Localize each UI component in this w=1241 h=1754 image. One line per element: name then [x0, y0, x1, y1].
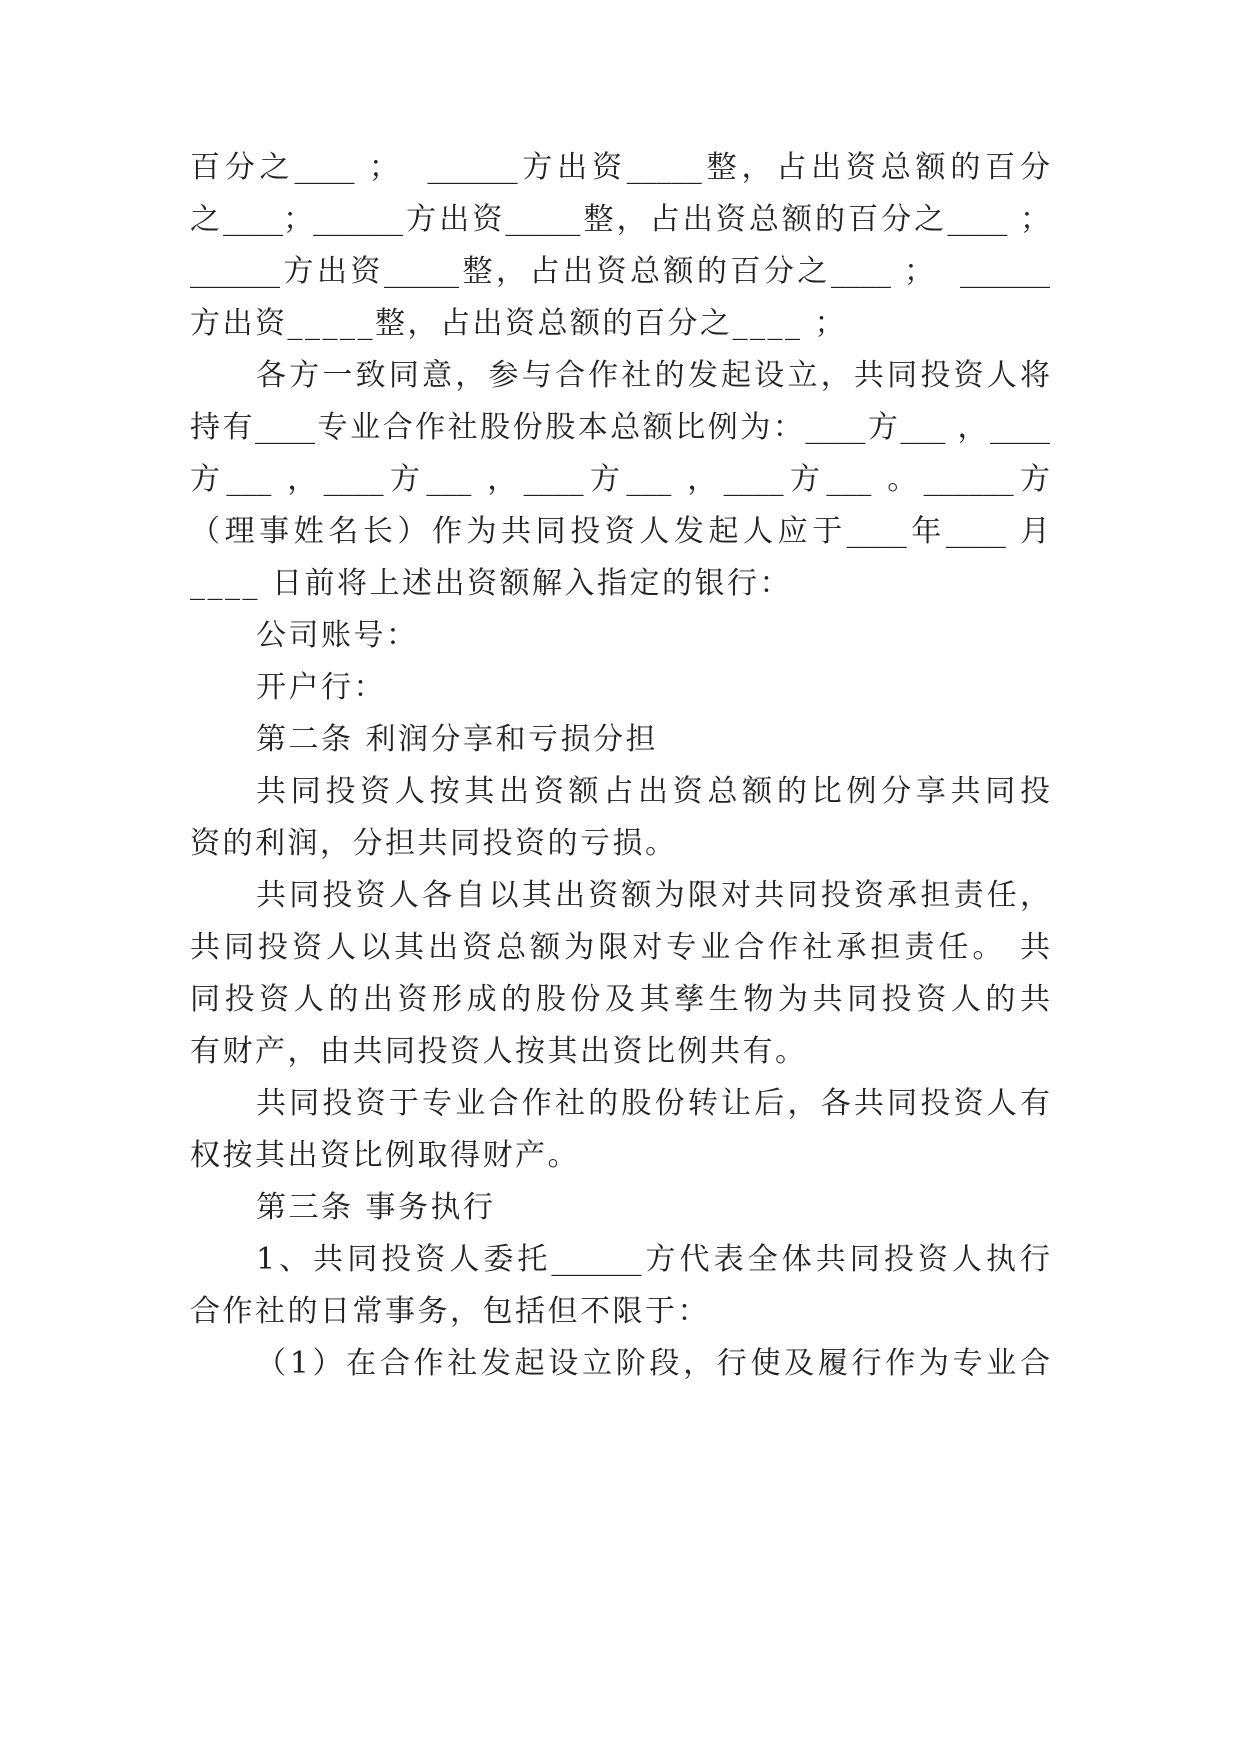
paragraph-line: 之____；______方出资_____整，占出资总额的百分之____ ； [190, 202, 1050, 237]
paragraph-line: 合作社的日常事务，包括但不限于： [190, 1294, 710, 1329]
paragraph-line: 方出资_____整，占出资总额的百分之____ ； [190, 306, 848, 341]
paragraph-line: 同投资人的出资形成的股份及其孳生物为共同投资人的共 [190, 982, 1050, 1017]
paragraph-line: 资的利润，分担共同投资的亏损。 [190, 826, 678, 861]
paragraph-line: 各方一致同意，参与合作社的发起设立，共同投资人将 [256, 358, 1050, 393]
list-item-line: （1）在合作社发起设立阶段，行使及履行作为专业合 [256, 1346, 1050, 1381]
paragraph-line: 有财产，由共同投资人按其出资比例共有。 [190, 1034, 808, 1069]
account-number-label: 公司账号： [256, 618, 419, 653]
paragraph-line: 百分之____ ； ______方出资_____整，占出资总额的百分 [190, 150, 1050, 185]
paragraph-line: 方___ ，____方___ ，____方___ ，____方___ 。______方 [190, 462, 1050, 497]
paragraph-line: ______方出资_____整，占出资总额的百分之____ ； ______ [190, 254, 1050, 289]
paragraph-line: 1、共同投资人委托______方代表全体共同投资人执行 [256, 1242, 1050, 1277]
paragraph-line: 共同投资人按其出资额占出资总额的比例分享共同投 [256, 774, 1050, 809]
bank-label: 开户行： [256, 670, 386, 705]
paragraph-line: 共同投资人各自以其出资额为限对共同投资承担责任， [256, 878, 1050, 913]
paragraph-line: 共同投资人以其出资总额为限对专业合作社承担责任。 共 [190, 930, 1050, 965]
paragraph-line: （理事姓名长）作为共同投资人发起人应于____年____ 月 [190, 514, 1050, 549]
paragraph-line: 权按其出资比例取得财产。 [190, 1138, 580, 1173]
paragraph-line: ____ 日前将上述出资额解入指定的银行： [190, 566, 793, 601]
article-heading: 第二条 利润分享和亏损分担 [256, 722, 659, 757]
article-heading: 第三条 事务执行 [256, 1190, 496, 1225]
paragraph-line: 持有____专业合作社股份股本总额比例为：____方___ ，____ [190, 410, 1050, 445]
paragraph-line: 共同投资于专业合作社的股份转让后，各共同投资人有 [256, 1086, 1050, 1121]
